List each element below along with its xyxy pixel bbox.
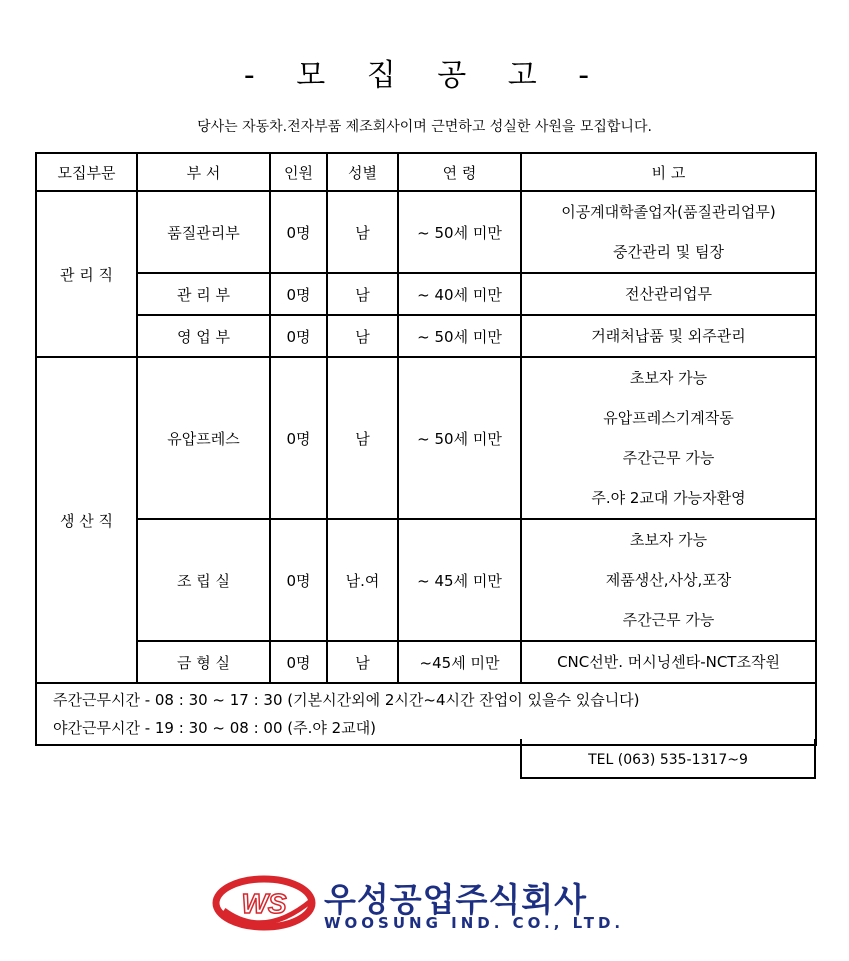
table-row [36,191,816,273]
company-name-english: WOOSUNG IND. CO., LTD. [324,914,625,932]
header-department: 부 서 [137,153,270,191]
gender-cell: 남 [327,315,398,357]
remark-line: CNC선반. 머시닝센타-NCT조작원 [557,653,780,671]
table-row [36,519,816,641]
dept-cell: 유압프레스 [137,357,270,519]
remarks-cell [521,357,816,519]
remarks-cell [521,191,816,273]
gender-cell: 남 [327,191,398,273]
night-hours-text: 야간근무시간 - 19 : 30 ~ 08 : 00 (주.야 2교대) [53,719,377,737]
dept-cell: 영 업 부 [137,315,270,357]
category-cell: 관 리 직 [36,191,137,357]
count-cell: 0명 [270,315,327,357]
remarks-cell [521,641,816,683]
header-remarks: 비 고 [521,153,816,191]
header-category: 모집부문 [36,153,137,191]
age-cell: ~45세 미만 [398,641,521,683]
gender-cell: 남.여 [327,519,398,641]
work-hours-row [36,683,816,745]
age-cell: ~ 50세 미만 [398,357,521,519]
age-cell: ~ 45세 미만 [398,519,521,641]
table-row [36,357,816,519]
remark-line: 초보자 가능 [629,531,708,549]
age-cell: ~ 50세 미만 [398,191,521,273]
category-cell: 생 산 직 [36,357,137,683]
work-hours-cell [36,683,816,745]
count-cell: 0명 [270,191,327,273]
header-gender: 성별 [327,153,398,191]
table-header-row [36,153,816,191]
table-row [36,641,816,683]
page-title: - 모 집 공 고 - [243,58,606,93]
intro-text: 당사는 자동차.전자부품 제조회사이며 근면하고 성실한 사원을 모집합니다. [197,119,652,135]
count-cell: 0명 [270,273,327,315]
dept-cell: 품질관리부 [137,191,270,273]
remark-line: 이공계대학졸업자(품질관리업무) [561,203,776,221]
age-cell: ~ 50세 미만 [398,315,521,357]
company-name-korean: 우성공업주식회사 [324,880,588,919]
remark-line: 주.야 2교대 가능자환영 [591,489,746,507]
remark-line: 거래처납품 및 외주관리 [591,327,746,345]
remark-line: 주간근무 가능 [622,611,715,629]
remark-line: 주간근무 가능 [622,449,715,467]
count-cell: 0명 [270,519,327,641]
gender-cell: 남 [327,357,398,519]
header-count: 인원 [270,153,327,191]
remarks-cell [521,519,816,641]
dept-cell: 금 형 실 [137,641,270,683]
gender-cell: 남 [327,641,398,683]
remark-line: 중간관리 및 팀장 [613,243,724,261]
table-row [36,273,816,315]
logo-emblem-text: WS [241,888,287,919]
remark-line: 전산관리업무 [625,285,712,303]
table-row [36,315,816,357]
header-age: 연 령 [398,153,521,191]
day-hours-text: 주간근무시간 - 08 : 30 ~ 17 : 30 (기본시간외에 2시간~4시간 잔업이 있을수 있습니다) [53,691,640,709]
remark-line: 유압프레스기계작동 [603,409,734,427]
count-cell: 0명 [270,641,327,683]
ws-emblem-icon [212,870,320,936]
telephone-box: TEL (063) 535-1317~9 [520,739,816,779]
company-logo [212,870,632,940]
recruitment-table [35,152,817,746]
gender-cell: 남 [327,273,398,315]
remark-line: 제품생산,사상,포장 [605,571,732,589]
dept-cell: 관 리 부 [137,273,270,315]
age-cell: ~ 40세 미만 [398,273,521,315]
remarks-cell [521,315,816,357]
remark-line: 초보자 가능 [629,369,708,387]
dept-cell: 조 립 실 [137,519,270,641]
count-cell: 0명 [270,357,327,519]
remarks-cell [521,273,816,315]
